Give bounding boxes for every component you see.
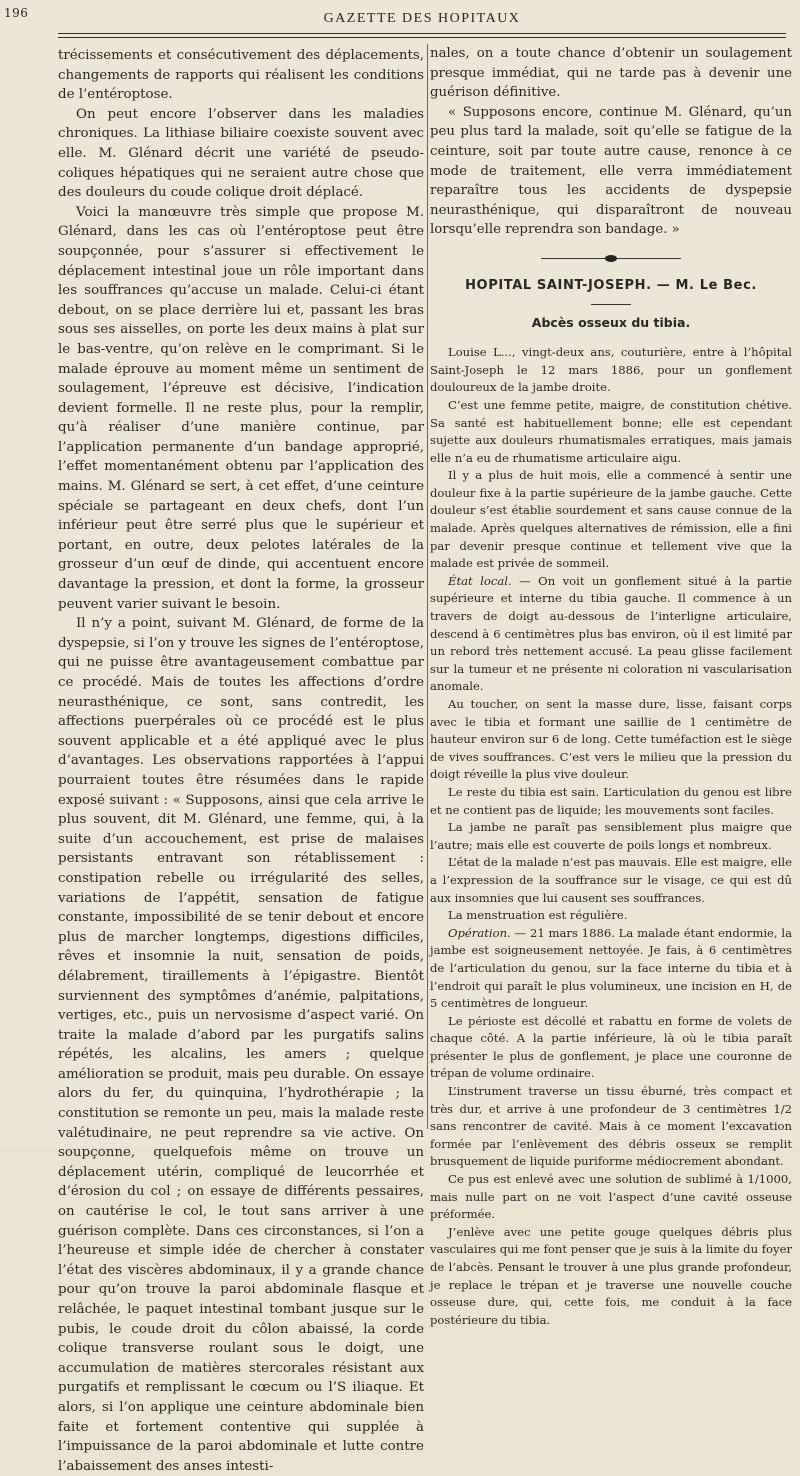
right-column <box>430 44 792 1329</box>
header-rule-thin <box>58 37 786 38</box>
header-rule <box>58 33 786 34</box>
left-column <box>58 46 424 1476</box>
case-paragraph: L’état de la malade n’est pas mauvais. Elle est maigre, elle a l’expression de la souffrance sur le visage, ce qui est dû aux insomnies que lui causent ses souffrances. <box>430 855 792 905</box>
case-paragraph: Opération. — 21 mars 1886. La malade étant endormie, la jambe est soigneusement nettoyée. Je fais, à 6 centimètres de l’articulation du genou, sur la face interne du tibia et à l’endroit qui paraît le plus volumineux, une incision en H, de 5 centimètres de longueur. <box>430 925 792 1011</box>
paragraph: Il n’y a point, suivant M. Glénard, de forme de la dyspepsie, si l’on y trouve les signes de l’entéroptose, qui ne puisse être avantageusement combattue par ce procédé. Mais de toutes les affections d’ordre neurasthénique, ce sont, sans contredit, les affections puerpérales où ce procédé est le plus souvent applicable et a été appliqué avec le plus d’avantages. Les observations rapportées à l’appui pourraient toutes être résumées dans le rapide exposé suivant : « Supposons, ainsi que cela arrive le plus souvent, dit M. Glénard, une femme, qui, à la suite d’un accouchement, est prise de malaises persistants entravant son rétablissement : constipation rebelle ou irrégularité des selles, variations de l’appétit, sensation de fatigue constante, impossibilité de se tenir debout et encore plus de marcher longtemps, digestions difficiles, rêves et insomnie la nuit, sensation de poids, délabrement, tiraillements à l’épigastre. Bientôt surviennent des symptômes d’anémie, palpitations, vertiges, etc., puis un nervosisme d’aspect varié. On traite la malade d’abord par les purgatifs salins répétés, les alcalins, les amers ; quelque amélioration se produit, mais peu durable. On essaye alors du fer, du quinquina, l’hydrothérapie ; la constitution se remonte un peu, mais la malade reste valétudinaire, ne peut reprendre sa vie active. On soupçonne, quelquefois même on trouve un déplacement utérin, compliqué de leucorrhée et d’érosion du col ; on essaye de différents pessaires, on cautérise le col, le tout sans arriver à une guérison complète. Dans ces circonstances, si l’on a l’heureuse et simple idée de chercher à constater l’état des viscères abdominaux, il y a grande chance pour qu’on trouve la paroi abdominale flasque et relâchée, le paquet intestinal tombant jusque sur le pubis, le coude droit du côlon abaissé, la corde colique transverse roulant sous le doigt, une accumulation de matières stercorales résistant aux purgatifs et remplissant le cœcum ou l’S iliaque. Et alors, si l’on applique une ceinture abdominale bien faite et fortement contentive qui supplée à l’impuissance de la paroi abdominale et lutte contre l’abaissement des anses intesti- <box>58 616 425 1474</box>
case-paragraph: État local. — On voit un gonflement situé à la partie supérieure et interne du tibia gauche. Il commence à un travers de doigt au-dessous de l’interligne articulaire, descend à 6 centimètres plus bas environ, où il est limité par un rebord très nettement accusé. La peau glisse facilement sur la tumeur et ne présente ni coloration ni vascularisation anomale. <box>430 573 792 694</box>
case-paragraph: Le périoste est décollé et rabattu en forme de volets de chaque côté. A la partie inférieure, là où le tibia paraît présenter le plus de gonflement, je place une couronne de trépan de volume ordinaire. <box>430 1013 792 1081</box>
case-report <box>430 344 792 1329</box>
paragraph: trécissements et consécutivement des déplacements, changements de rapports qui réalisent les conditions de l’entéroptose. <box>58 48 424 103</box>
paragraph: On peut encore l’observer dans les maladies chroniques. La lithiase biliaire coexiste souvent avec elle. M. Glénard décrit une variété de pseudo-coliques hépatiques qui ne seraient autre chose que des douleurs du coude colique droit déplacé. <box>58 106 424 201</box>
paragraph: nales, on a toute chance d’obtenir un soulagement presque immédiat, qui ne tarde pas à devenir une guérison définitive. <box>430 46 792 101</box>
case-paragraph: C’est une femme petite, maigre, de constitution chétive. Sa santé est habituellement bonne; elle est cependant sujette aux douleurs rhumatismales erratiques, mais jamais elle n’a eu de rhumatisme articulaire aigu. <box>430 397 792 465</box>
case-paragraph: J’enlève avec une petite gouge quelques débris plus vasculaires qui me font penser que je suis à la limite du foyer de l’abcès. Pensant le trouver à une plus grande profondeur, je replace le trépan et je traverse une nouvelle couche osseuse dure, qui, cette fois, me conduit à la face postérieure du tibia. <box>430 1224 792 1327</box>
section-ornament <box>541 254 681 264</box>
paragraph: « Supposons encore, continue M. Glénard, qu’un peu plus tard la malade, soit qu’elle se fatigue de la ceinture, soit par toute autre cause, renonce à ce mode de traitement, elle verra immédiatement reparaître tous les accidents de dyspepsie neurasthénique, qui disparaîtront de nouveau lorsqu’elle reprendra son bandage. » <box>430 104 792 238</box>
case-paragraph: La menstruation est régulière. <box>448 908 628 923</box>
section-title: HOPITAL SAINT-JOSEPH. — M. Le Bec. <box>465 277 757 293</box>
article-subtitle: Abcès osseux du tibia. <box>531 314 691 330</box>
column-divider <box>427 44 428 1129</box>
case-paragraph: Le reste du tibia est sain. L’articulation du genou est libre et ne contient pas de liquide; les mouvements sont faciles. <box>430 784 792 817</box>
case-paragraph: La jambe ne paraît pas sensiblement plus maigre que l’autre; mais elle est couverte de poils longs et nombreux. <box>430 820 792 852</box>
running-title: GAZETTE DES HOPITAUX <box>323 11 521 26</box>
case-paragraph: Il y a plus de huit mois, elle a commencé à sentir une douleur fixe à la partie supérieure de la jambe gauche. Cette douleur s’est établie sourdement et sans cause connue de la malade. Après quelques alternatives de rémission, elle a fini par devenir presque continue et tellement vive que la malade est privée de sommeil. <box>430 468 792 571</box>
paragraph: Voici la manœuvre très simple que propose M. Glénard, dans les cas où l’entéroptose peut être soupçonnée, pour s’assurer si effectivement le déplacement intestinal joue un rôle important dans les souffrances qu’accuse un malade. Celui-ci étant debout, on se place derrière lui et, passant les bras sous ses aisselles, on porte les deux mains à plat sur le bas-ventre, qu’on relève en le comprimant. Si le malade éprouve au moment même un sentiment de soulagement, l’épreuve est décisive, l’indication devient formelle. Il ne reste plus, pour la remplir, qu’à réaliser d’une manière continue, par l’application permanente d’un bandage approprié, l’effet momentanément obtenu par l’application des mains. M. Glénard se sert, à cet effet, d’une ceinture spéciale se partageant en deux chefs, dont l’un inférieur peut être serré plus que le supérieur et portant, en outre, deux pelotes latérales de la grosseur d’un œuf de dinde, qui accentuent encore davantage la pression, et dont la forme, la grosseur peuvent varier suivant le besoin. <box>58 204 424 612</box>
title-rule <box>591 304 631 305</box>
page-header <box>58 6 786 32</box>
case-paragraph: L’instrument traverse un tissu éburné, très compact et très dur, et arrive à une profondeur de 3 centimètres 1/2 sans rencontrer de cavité. Mais à ce moment l’excavation formée par l’enlèvement des débris osseux se remplit brusquement de liquide puriforme médiocrement abondant. <box>430 1084 792 1169</box>
case-paragraph: Ce pus est enlevé avec une solution de sublimé à 1/1000, mais nulle part on ne voit l’aspect d’une cavité osseuse préformée. <box>430 1172 792 1222</box>
case-paragraph: Louise L..., vingt-deux ans, couturière, entre à l’hôpital Saint-Joseph le 12 mars 1886, pour un gonflement douloureux de la jambe droite. <box>430 345 792 395</box>
page-number: 196 <box>4 6 29 20</box>
case-paragraph: Au toucher, on sent la masse dure, lisse, faisant corps avec le tibia et formant une saillie de 1 centimètre de hauteur environ sur 6 de long. Cette tuméfaction est le siège de vives souffrances. C’est vers le milieu que la pression du doigt réveille la plus vive douleur. <box>430 697 792 782</box>
